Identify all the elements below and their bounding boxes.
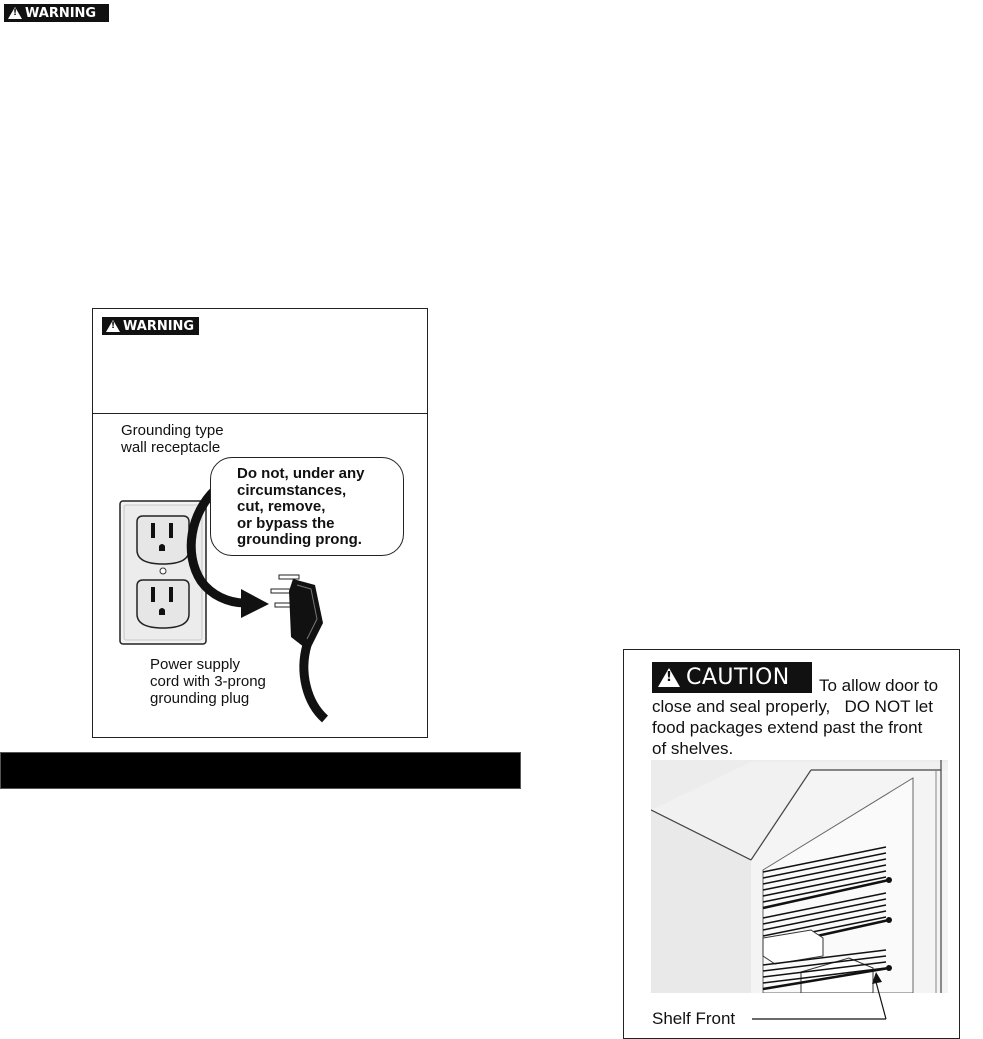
caution-box xyxy=(623,649,960,1039)
caution-text-line3: food packages extend past the front xyxy=(652,718,923,737)
caution-badge xyxy=(652,662,812,693)
top-warning-label: WARNING xyxy=(25,5,97,21)
cord-label-line3: grounding plug xyxy=(150,690,250,707)
warning-triangle-icon xyxy=(8,7,22,19)
warning-triangle-icon xyxy=(106,320,120,332)
cord-label-line2: cord with 3-prong xyxy=(150,673,266,690)
refrigerator-shelves-drawing xyxy=(651,760,948,993)
callout-line: circumstances, xyxy=(237,481,347,499)
callout-line: or bypass the xyxy=(237,514,335,532)
grounding-warning-box xyxy=(92,308,428,738)
caution-triangle-icon xyxy=(658,668,680,687)
section-header-bar xyxy=(0,752,521,789)
grounding-warning-label: WARNING xyxy=(123,318,195,334)
receptacle-label-line1: Grounding type xyxy=(121,422,224,439)
top-warning-badge xyxy=(4,4,109,22)
shelf-front-label: Shelf Front xyxy=(652,1009,736,1028)
caution-text-line2: close and seal properly, DO NOT let xyxy=(652,697,933,716)
caution-badge-label: CAUTION xyxy=(686,665,790,690)
callout-line: Do not, under any xyxy=(237,465,365,482)
shelf-illustration xyxy=(651,760,948,993)
grounding-callout-bubble xyxy=(210,457,404,556)
cord-label-line1: Power supply xyxy=(150,656,241,673)
callout-line: grounding prong. xyxy=(237,531,362,548)
caution-text-line4: of shelves. xyxy=(652,739,734,758)
receptacle-label-line2: wall receptacle xyxy=(121,439,221,456)
grounding-warning-badge xyxy=(102,317,199,335)
callout-line: cut, remove, xyxy=(237,498,326,515)
caution-text-line1: To allow door to xyxy=(819,676,939,695)
